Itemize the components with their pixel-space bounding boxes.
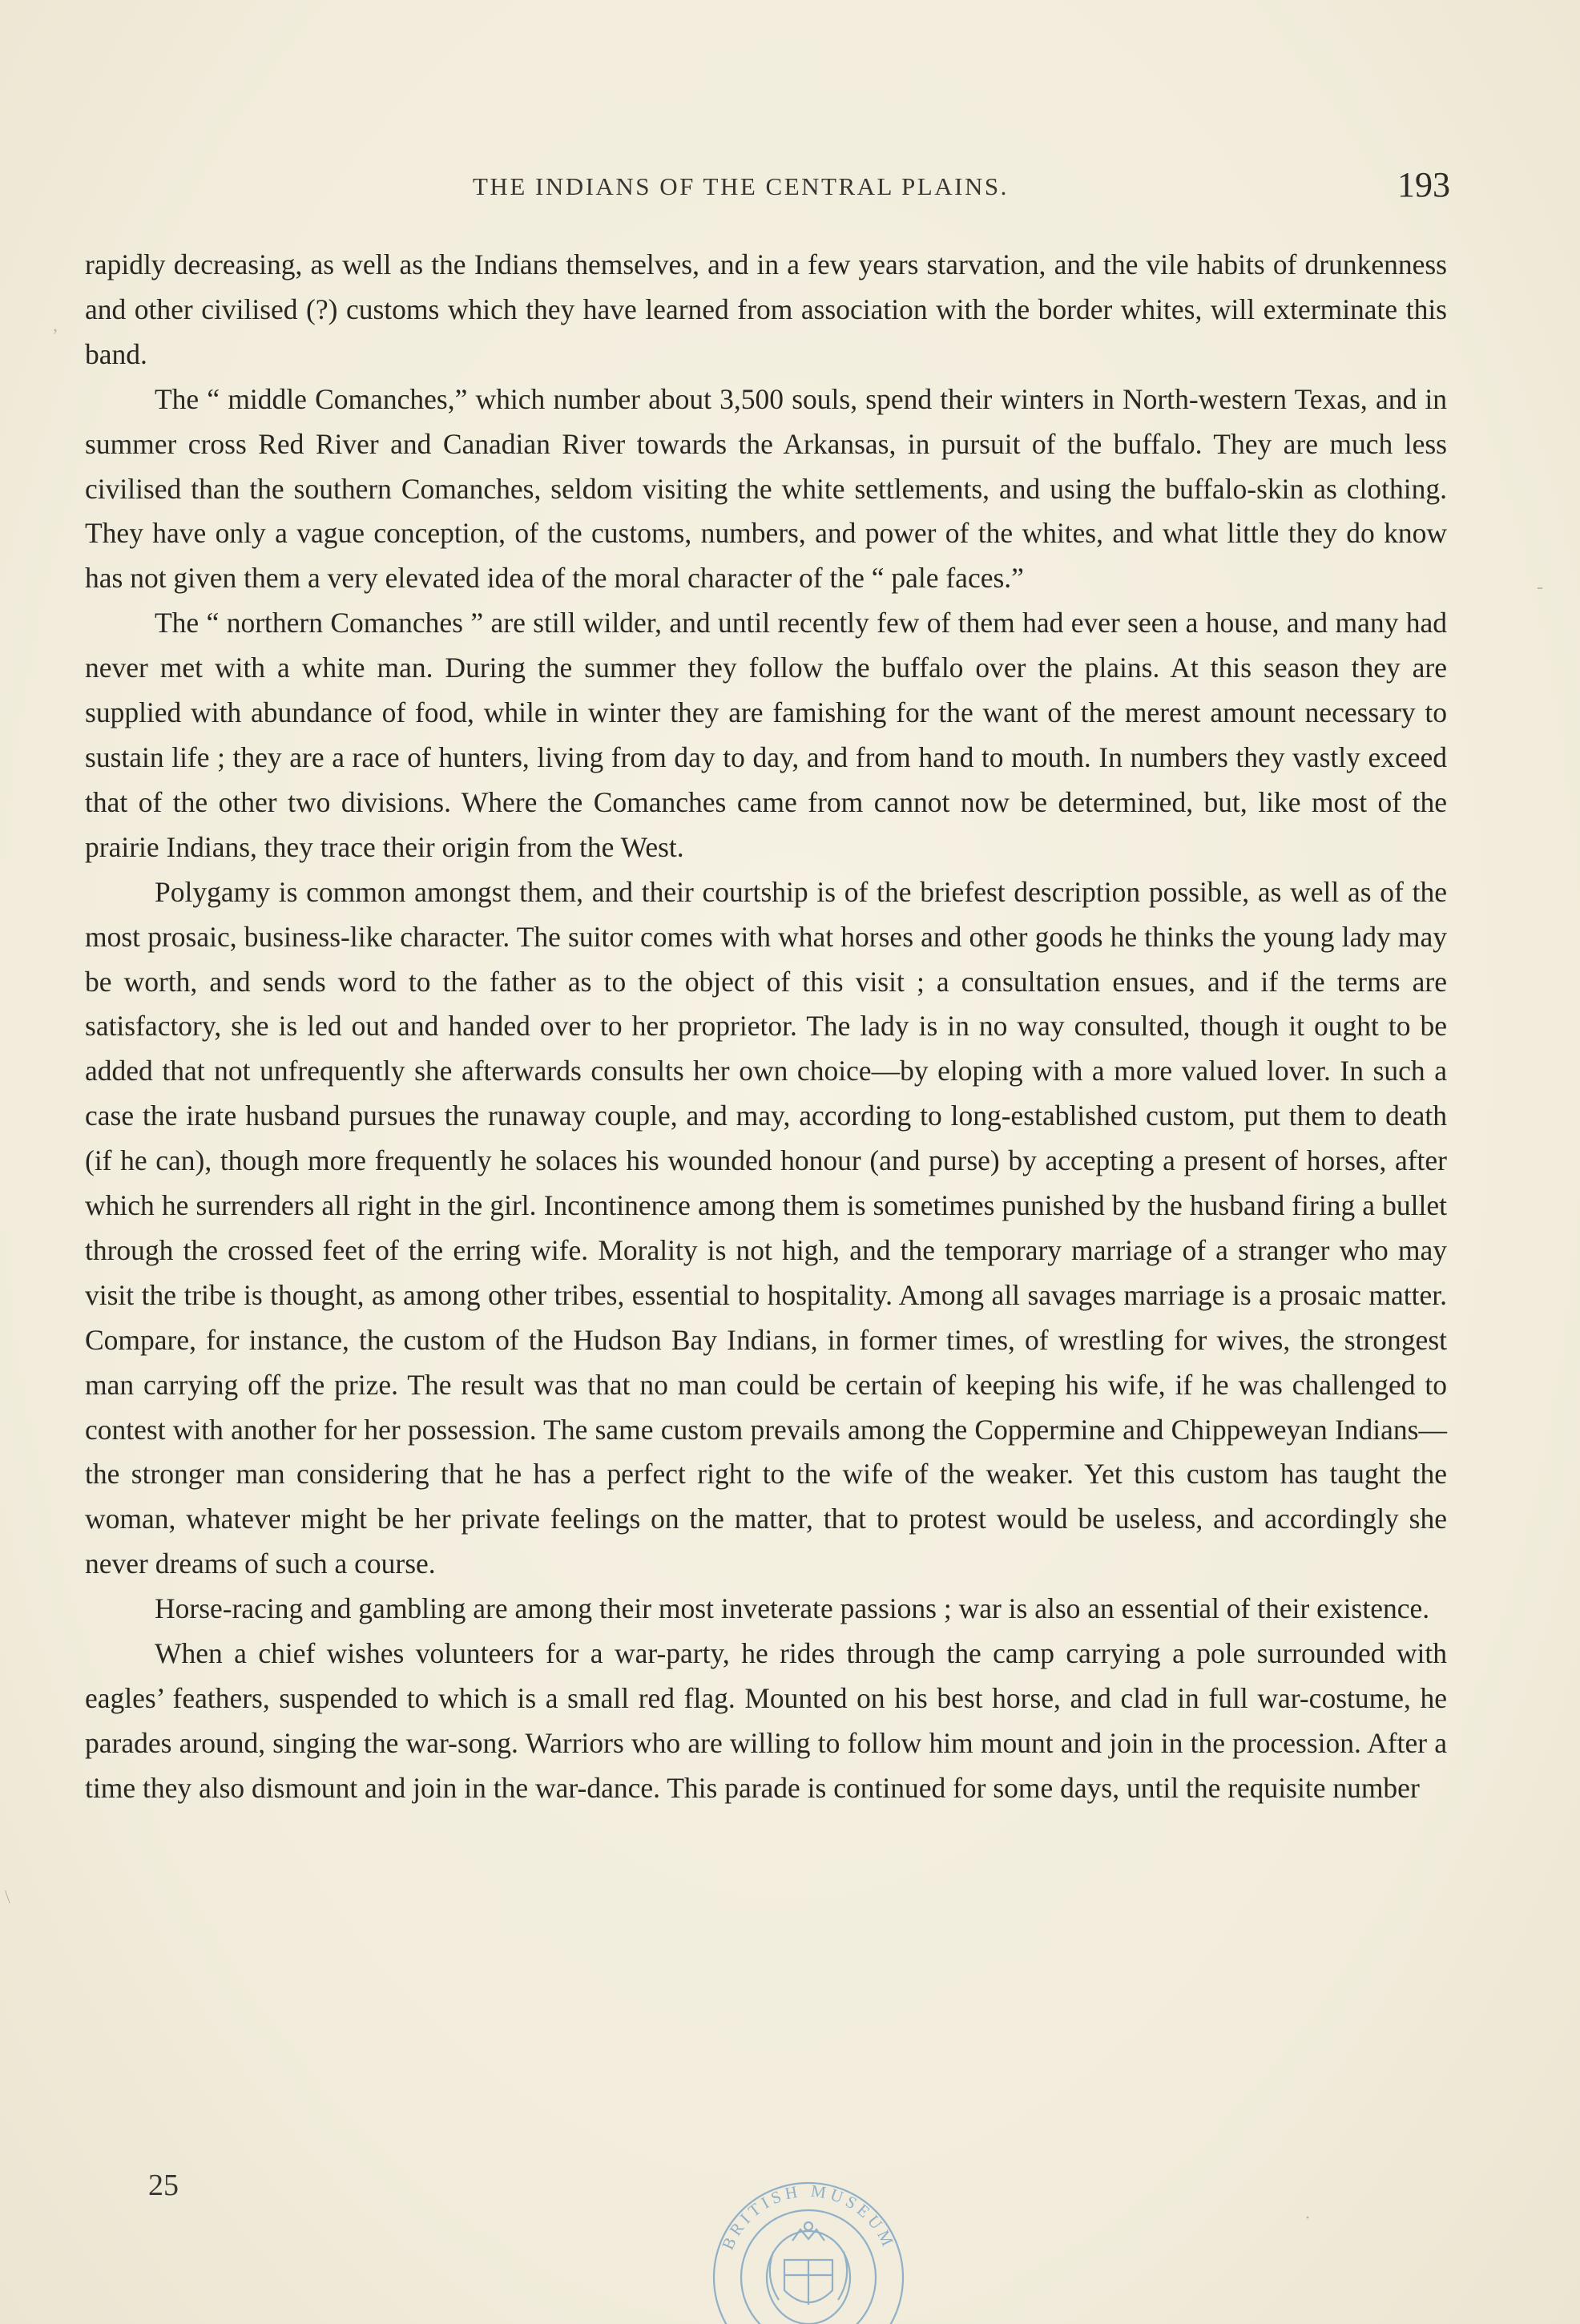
paragraph: Horse-racing and gambling are among their most inveterate passions ; war is also an essential of their existence.	[155, 1592, 1430, 1625]
paragraph: When a chief wishes volunteers for a war-party, he rides through the camp carrying a pole surrounded with eagles’ feathers, suspended to which is a small red flag. Mounted on his best horse, and clad in full war-costume, he parades around, singing the war-song. Warriors who are willing to follow him mount and join in the procession. After a time they also dismount and join in the war-dance. This parade is continued for some days, until the requisite number	[85, 1637, 1447, 1804]
paragraph: rapidly decreasing, as well as the Indians themselves, and in a few years starvation, and the vile habits of drunkenness and other civilised (?) customs which they have learned from association with the border whites, will exterminate this band.	[85, 248, 1447, 370]
paragraph: The “ northern Comanches ” are still wilder, and until recently few of them had ever seen a house, and many had never met with a white man. During the summer they follow the buffalo over the plains. At this season they are supplied with abundance of food, while in winter they are famishing for the want of the merest amount necessary to sustain life ; they are a race of hunters, living from day to day, and from hand to mouth. In numbers they vastly exceed that of the other two divisions. Where the Comanches came from cannot now be determined, but, like most of the prairie Indians, they trace their origin from the West.	[85, 607, 1447, 863]
margin-mark: ·	[1304, 2208, 1311, 2229]
stamp-text: BRITISH MUSEUM	[717, 2181, 900, 2253]
signature-mark: 25	[148, 2169, 179, 2202]
margin-mark: -	[1537, 577, 1543, 598]
page-number: 193	[1397, 165, 1450, 204]
museum-stamp-icon	[695, 2157, 921, 2324]
svg-text:BRITISH MUSEUM	[718, 2181, 899, 2253]
page-header	[80, 164, 1450, 212]
running-head: THE INDIANS OF THE CENTRAL PLAINS.	[473, 172, 1009, 200]
margin-mark: ,	[53, 315, 58, 336]
paragraph: The “ middle Comanches,” which number about 3,500 souls, spend their winters in North-western Texas, and in summer cross Red River and Canadian River towards the Arkansas, in pursuit of the buffalo. They are much less civilised than the southern Comanches, seldom visiting the white settlements, and using the buffalo-skin as clothing. They have only a vague conception, of the customs, numbers, and power of the whites, and what little they do know has not given them a very elevated idea of the moral character of the “ pale faces.”	[85, 382, 1447, 595]
body-text	[85, 243, 1447, 1811]
paragraph: Polygamy is common amongst them, and their courtship is of the briefest description possible, as well as of the most prosaic, business-like character. The suitor comes with what horses and other goods he thinks the young lady may be worth, and sends word to the father as to the object of this visit ; a consultation ensues, and if the terms are satisfactory, she is led out and handed over to her proprietor. The lady is in no way consulted, though it ought to be added that not unfrequently she afterwards consults her own choice—by eloping with a more valued lover. In such a case the irate husband pursues the runaway couple, and may, according to long-established custom, put them to death (if he can), though more frequently he solaces his wounded honour (and purse) by accepting a present of horses, after which he surrenders all right in the girl. Incontinence among them is sometimes punished by the husband firing a bullet through the crossed feet of the erring wife. Morality is not high, and the temporary marriage of a stranger who may visit the tribe is thought, as among other tribes, essential to hospitality. Among all savages marriage is a prosaic matter. Compare, for instance, the custom of the Hudson Bay Indians, in former times, of wrestling for wives, the strongest man carrying off the prize. The result was that no man could be certain of keeping his wife, if he was challenged to contest with another for her possession. The same custom prevails among the Coppermine and Chippeweyan Indians—the stronger man considering that he has a perfect right to the wife of the weaker. Yet this custom has taught the woman, whatever might be her private feelings on the matter, that to protest would be useless, and accordingly she never dreams of such a course.	[85, 875, 1447, 1580]
margin-mark: \	[5, 1887, 10, 1908]
